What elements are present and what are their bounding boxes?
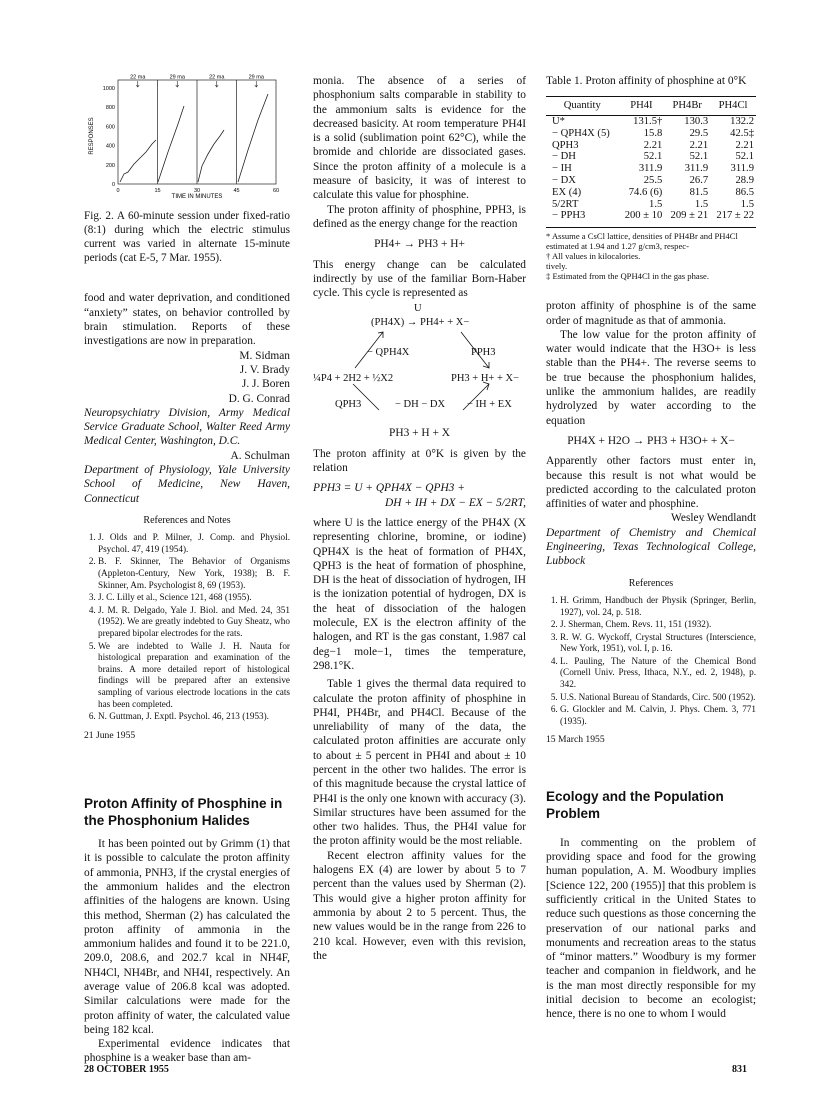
signature-name: J. V. Brady [239,363,290,376]
equation-relation-b: DH + IH + DX − EX − 5/2RT, [385,496,526,509]
paragraph: It has been pointed out by Grimm (1) that it is possible to calculate the proton affinity of ammonia, PNH3, if the crystal energies of the ammonium halides and the electron affinities of the halogens are known. Using this method, Sherman (2) has calculated the proton affinity of ammonia in the ammonium halides and found it to be 221.0, 209.0, 208.6, and 202.7 kcal in NH4F, NH4Cl, NH4Br, and NH4I, respectively. An average value of 206.8 kcal was adopted. Similar calculations were made for the proton affinity of water, the calculated value being 182 kcal. [84,838,290,1036]
reference-item: 5. U.S. National Bureau of Standards, Circ. 500 (1952). [560,692,756,704]
table-cell: − DX [552,175,576,187]
table-header-row [546,97,756,116]
table-cell: − QPH4X (5) [552,127,610,139]
born-haber-cycle [313,302,526,424]
reference-item: 6. G. Glockler and M. Calvin, J. Phys. Chem. 3, 771 (1935). [560,704,756,727]
table-cell: 131.5† [633,116,663,128]
footnote: † All values in kilocalories. [546,251,641,262]
references-list [546,595,756,728]
table-cell: 132.2 [730,116,754,128]
footnote: ‡ Estimated from the QPH4Cl in the gas phase. [546,271,710,282]
table-cell: 29.5 [689,127,709,139]
period-label: 29 ma [169,74,185,81]
equation-hydrolysis: PH4X + H2O → PH3 + H3O+ + X− [567,434,735,447]
paragraph: Recent electron affinity values for the halogens EX (4) are lower by about 5 to 7 percent than the values used by Sherman (2). This would give a higher proton affinity for ammonia by about 2 to 5 percent. Thus, the new values would be in the range from 226 to 210 kcal. However, even with this revision, the [313,849,526,962]
stimulus-change-arrow [215,81,218,87]
signature-schulman: A. Schulman [230,449,290,462]
table-1 [546,96,756,222]
cycle-q1: − QPH4X [367,347,410,359]
table-cell: 52.1 [735,151,754,163]
equation-reaction: PH4+ → PH3 + H+ [374,238,465,251]
cycle-i: − IH + EX [467,399,512,411]
paragraph: The proton affinity at 0°K is given by the relation [313,447,526,475]
column-1 [84,74,290,1066]
reference-item: 4. L. Pauling, The Nature of the Chemical Bond (Cornell Univ. Press, Ithaca, N.Y., ed. 2, 1948), p. 342. [560,656,756,691]
paragraph: Table 1 gives the thermal data required to calculate the proton affinity of phosphine in PH4I, PH4Br, and PH4Cl. Because of the unreliability of many of the data, the calculated proton affinities are accurate only to about ± 5 percent in PH4I and about ± 10 percent in the other two halides. The error is of this magnitude because the crystal lattice of PH4I is the only one known with accuracy (3). Similar structures have been assumed for the other two halides. Thus, the PH4I value for the proton affinity would be the most reliable. [313,678,526,848]
table-cell: − PPH3 [552,210,586,222]
table-cell: 25.5 [643,175,663,187]
cycle-right: PH3 + H+ + X− [451,373,520,385]
table-header-cell: PH4Cl [710,97,756,116]
table-cell: 26.7 [689,175,709,187]
reference-item: 3. R. W. G. Wyckoff, Crystal Structures (Interscience, New York, 1951), vol. I, p. 16. [560,632,756,655]
reference-item: 2. B. F. Skinner, The Behavior of Organisms (Appleton-Century, New York, 1938); B. F. Skinner, Am. Psychologist 8, 69 (1953). [98,556,290,591]
table-cell: 209 ± 21 [670,210,709,222]
signature-wendlandt: Wesley Wendlandt [671,512,756,525]
y-tick-label: 0 [111,182,115,188]
table-cell: − IH [552,163,572,175]
y-tick-label: 400 [105,143,115,150]
table-cell: 311.9 [684,163,709,175]
cycle-p: PPH3 [471,347,496,359]
table-cell: 15.8 [643,127,663,139]
table-cell: 1.5 [649,198,663,210]
table-cell: 2.21 [735,139,754,151]
table-header-cell: Quantity [546,97,618,116]
reference-item: 5. We are indebted to Walle J. H. Nauta for histological preparation and examination of the brains. A more detailed report of histological findings will be prepared after an extensive sampling of various electrode locations in the cats has been completed. [98,641,290,711]
x-tick-label: 15 [154,188,161,194]
affiliation-texas-tech: Department of Chemistry and Chemical Engineering, Texas Technological College, Lubbock [546,526,756,568]
paragraph: This energy change can be calculated indirectly by use of the familiar Born-Haber cycle. This cycle is represented as [313,258,526,300]
cumulative-response-trace [238,94,268,182]
article-title-proton-affinity: Proton Affinity of Phosphine in the Phosphonium Halides [84,796,283,829]
table-row [546,140,756,152]
column-3 [546,74,756,1022]
table-cell: 28.9 [735,175,754,187]
table-cell: 42.5‡ [730,127,754,139]
received-date: 21 June 1955 [84,729,136,741]
paragraph: Apparently other factors must enter in, because this result is not what would be predicted according to the calculated proton affinities of water and phosphine. [546,455,756,511]
footnote: tively. [546,261,568,272]
table-cell: 200 ± 10 [624,210,663,222]
table-cell: 86.5 [735,186,754,198]
stimulus-change-arrow [136,81,139,87]
table-row [546,175,756,187]
paragraph: Experimental evidence indicates that phosphine is a weaker base than am- [84,1038,290,1065]
reference-item: 1. J. Olds and P. Milner, J. Comp. and Physiol. Psychol. 47, 419 (1954). [98,532,290,555]
cycle-top: (PH4X) → PH4+ + X− [371,317,470,329]
paragraph: proton affinity of phosphine is of the same order of magnitude as that of ammonia. [546,300,756,327]
table-cell: 81.5 [689,186,709,198]
paragraph: where U is the lattice energy of the PH4X (X representing chlorine, bromine, or iodine) QPH4X is the heat of formation of PH4X, QPH3 is the heat of formation of phosphine, DH is the heat of dissociation of hydrogen, IH is the ionization potential of hydrogen, DX is the heat of dissociation of the halogen molecule, EX is the electron affinity of the halogen, and RT is the gas constant, 1.987 cal deg−1 mole−1, times the temperature, 298.1°K. [313,516,526,672]
cumulative-response-trace [120,140,156,182]
stimulus-change-arrow [255,81,258,87]
references-heading: References and Notes [143,514,231,526]
cumulative-response-trace [198,130,224,182]
table-cell: 2.21 [643,139,663,151]
period-label: 22 ma [130,74,146,81]
figure-ylabel: RESPONSES [89,117,95,155]
table-cell: 130.3 [684,116,709,128]
table-row [546,187,756,199]
table-header-cell: PH4I [618,97,664,116]
table-cell: 1.5 [694,198,709,210]
references-heading: References [628,577,674,589]
period-label: 29 ma [248,74,264,81]
affiliation-yale: Department of Physiology, Yale University School of Medicine, New Haven, Connecticut [84,464,290,505]
cumulative-response-trace [158,106,184,182]
table-row [546,210,756,222]
period-label: 22 ma [209,74,225,81]
reference-item: 6. N. Guttman, J. Exptl. Psychol. 46, 213 (1953). [98,711,290,723]
figure-2-cumulative-record [84,74,290,202]
signature-name: J. J. Boren [241,378,290,391]
table-cell: 311.9 [730,163,754,175]
article-title-ecology: Ecology and the Population Problem [546,788,724,821]
table-cell: 217 ± 22 [716,210,754,222]
table-row [546,151,756,163]
x-tick-label: 30 [193,188,201,194]
table-header-cell: PH4Br [664,97,710,116]
reference-item: 3. J. C. Lilly et al., Science 121, 468 (1955). [98,592,290,604]
paragraph: The proton affinity of phosphine, PPH3, is defined as the energy change for the reaction [313,203,526,230]
y-tick-label: 1000 [102,86,115,92]
signature-block [84,349,290,406]
signature-name: M. Sidman [239,349,290,362]
paragraph: monia. The absence of a series of phosphonium salts comparable in stability to the ammonium salts is evidence for the decreased basicity. At room temperature PH4I is a solid (sublimation point 62°C), while the bromide and chloride are dissociated gases. Since the proton affinity of a molecule is a measure of basicity, it was of interest to calculate this value for phosphine. [313,75,526,202]
table-cell: QPH3 [552,139,579,151]
table-cell: EX (4) [552,186,582,198]
received-date: 15 March 1955 [546,734,605,746]
table-title: Table 1. Proton affinity of phosphine at 0°K [546,75,747,87]
footer-date: 28 OCTOBER 1955 [84,1064,169,1075]
cycle-d: − DH − DX [395,399,446,411]
table-row [546,128,756,140]
table-row [546,116,756,128]
footnote: * Assume a CsCl lattice, densities of PH4Br and PH4Cl estimated at 1.94 and 1.27 g/cm3, respec- [546,231,738,252]
table-cell: 2.21 [689,139,709,151]
reference-item: 1. H. Grimm, Handbuch der Physik (Springer, Berlin, 1927), vol. 24, p. 518. [560,595,756,618]
table-cell: 52.1 [643,151,663,163]
table-row [546,163,756,175]
table-cell: 311.9 [638,163,663,175]
cycle-q2: QPH3 [335,399,362,411]
equation-relation-a: PPH3 = U + QPH4X − QPH3 + [313,482,465,495]
references-list [84,532,290,723]
cycle-left: ¼P4 + 2H2 + ½X2 [313,373,394,385]
affiliation-walter-reed: Neuropsychiatry Division, Army Medical Service Graduate School, Walter Reed Army Medical Center, Washington, D.C. [84,406,290,448]
table-cell: 52.1 [689,151,709,163]
x-tick-label: 0 [116,188,120,194]
table-cell: 5/2RT [552,198,579,210]
continued-paragraph: food and water deprivation, and conditioned “anxiety” states, on behavior controlled by brain stimulation. Reports of these investigations are now in preparation. [84,292,290,348]
y-tick-label: 600 [105,124,115,131]
reference-item: 2. J. Sherman, Chem. Revs. 11, 151 (1932). [560,619,756,631]
column-2 [313,74,526,963]
signature-name: D. G. Conrad [228,392,290,405]
table-footnotes [546,227,756,281]
table-row [546,199,756,211]
x-tick-label: 45 [233,188,240,194]
table-cell: U* [552,116,565,128]
page-number: 831 [732,1064,747,1075]
x-tick-label: 60 [272,188,280,194]
paragraph: The low value for the proton affinity of water would indicate that the H3O+ is less stable than the PH4+. The reverse seems to be true because the phosphonium halides, unlike the ammonium halides, are readily hydrolyzed by water according to the equation [546,328,756,427]
table-cell: 1.5 [740,198,754,210]
reference-item: 4. J. M. R. Delgado, Yale J. Biol. and Med. 24, 351 (1952). We are greatly indebted to Guy Sheatz, who prepared bipolar electrodes for the rats. [98,605,290,640]
paragraph: In commenting on the problem of providing space and food for the growing human population, A. M. Woodbury implies [Science 122, 200 (1955)] that this problem is sufficiently critical in the United States to reduce such questions as those concerning the preservation of our national parks and monuments and recreation areas to the status of “minor matters.” Woodbury is my former teacher and companion in fieldwork, and he is the man most directly responsible for my initial decision to become an ecologist; hence, there is no one to whom I would [546,836,756,1021]
table-cell: − DH [552,151,576,163]
y-tick-label: 200 [105,162,115,169]
cycle-u: U [414,303,422,315]
figure-xlabel: TIME IN MINUTES [171,194,223,200]
cycle-bottom: PH3 + H + X [389,427,450,440]
y-tick-label: 800 [105,105,115,112]
table-cell: 74.6 (6) [628,186,663,198]
stimulus-change-arrow [176,81,179,87]
figure-caption: Fig. 2. A 60-minute session under fixed-ratio (8:1) during which the electric stimulus current was varied in alternate 15-minute periods (cat E-5, 7 Mar. 1955). [84,210,290,264]
